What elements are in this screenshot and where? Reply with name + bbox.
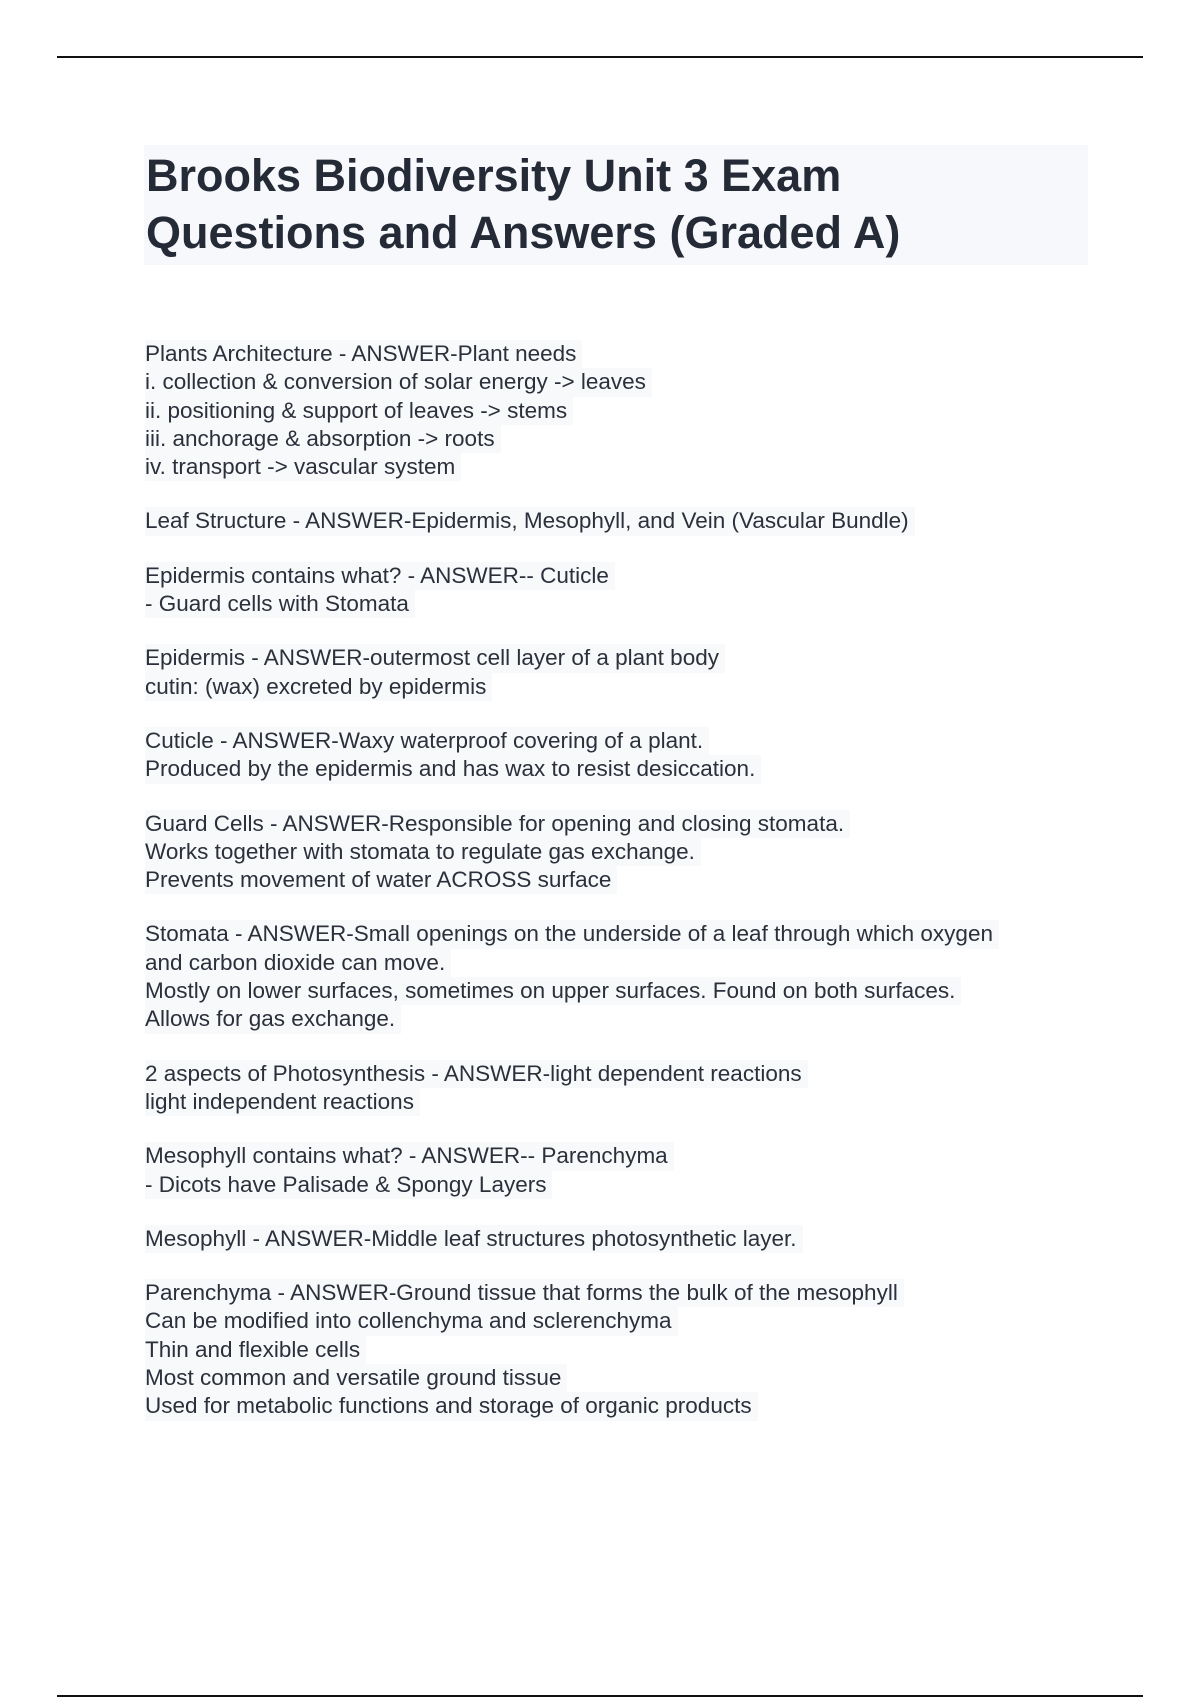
qa-entry-stomata: [145, 920, 1065, 1033]
qa-answer-line: and carbon dioxide can move.: [145, 949, 451, 977]
header-rule: [57, 56, 1143, 58]
qa-answer-line: Thin and flexible cells: [145, 1336, 366, 1364]
qa-entry-photosynthesis-aspects: [145, 1060, 1065, 1117]
qa-answer-line: Produced by the epidermis and has wax to resist desiccation.: [145, 755, 761, 783]
qa-question-line: Epidermis - ANSWER-outermost cell layer of a plant body: [145, 644, 725, 672]
qa-answer-line: light independent reactions: [145, 1088, 420, 1116]
qa-answer-line: Works together with stomata to regulate gas exchange.: [145, 838, 701, 866]
qa-answer-line: i. collection & conversion of solar energy -> leaves: [145, 368, 652, 396]
qa-answer-line: - Guard cells with Stomata: [145, 590, 415, 618]
qa-list: [145, 340, 1065, 1447]
qa-question-line: Mesophyll contains what? - ANSWER-- Parenchyma: [145, 1142, 674, 1170]
title-line-2: Questions and Answers (Graded A): [146, 207, 901, 258]
footer-rule: [57, 1695, 1143, 1697]
qa-answer-line: ii. positioning & support of leaves -> stems: [145, 397, 573, 425]
qa-answer-line: iii. anchorage & absorption -> roots: [145, 425, 501, 453]
qa-question-line: Parenchyma - ANSWER-Ground tissue that forms the bulk of the mesophyll: [145, 1279, 904, 1307]
qa-answer-line: Allows for gas exchange.: [145, 1005, 401, 1033]
qa-question-line: Mesophyll - ANSWER-Middle leaf structures photosynthetic layer.: [145, 1225, 803, 1253]
qa-answer-line: Prevents movement of water ACROSS surface: [145, 866, 617, 894]
qa-question-line: 2 aspects of Photosynthesis - ANSWER-light dependent reactions: [145, 1060, 808, 1088]
qa-entry-parenchyma: [145, 1279, 1065, 1420]
page-title: [144, 145, 1088, 265]
qa-question-line: Stomata - ANSWER-Small openings on the underside of a leaf through which oxygen: [145, 920, 999, 948]
qa-question-line: Guard Cells - ANSWER-Responsible for opening and closing stomata.: [145, 810, 850, 838]
qa-question-line: Epidermis contains what? - ANSWER-- Cuticle: [145, 562, 615, 590]
qa-entry-epidermis-contains: [145, 562, 1065, 619]
qa-entry-mesophyll: [145, 1225, 1065, 1253]
qa-answer-line: Mostly on lower surfaces, sometimes on upper surfaces. Found on both surfaces.: [145, 977, 961, 1005]
qa-entry-mesophyll-contains: [145, 1142, 1065, 1199]
qa-answer-line: iv. transport -> vascular system: [145, 453, 461, 481]
qa-entry-guard-cells: [145, 810, 1065, 895]
qa-question-line: Plants Architecture - ANSWER-Plant needs: [145, 340, 582, 368]
qa-entry-cuticle: [145, 727, 1065, 784]
qa-question-line: Leaf Structure - ANSWER-Epidermis, Mesophyll, and Vein (Vascular Bundle): [145, 507, 915, 535]
qa-answer-line: Can be modified into collenchyma and sclerenchyma: [145, 1307, 678, 1335]
qa-question-line: Cuticle - ANSWER-Waxy waterproof covering of a plant.: [145, 727, 709, 755]
qa-answer-line: cutin: (wax) excreted by epidermis: [145, 673, 492, 701]
qa-entry-epidermis: [145, 644, 1065, 701]
qa-entry-leaf-structure: [145, 507, 1065, 535]
qa-entry-plants-architecture: [145, 340, 1065, 481]
qa-answer-line: Used for metabolic functions and storage of organic products: [145, 1392, 758, 1420]
title-line-1: Brooks Biodiversity Unit 3 Exam: [146, 150, 842, 201]
qa-answer-line: - Dicots have Palisade & Spongy Layers: [145, 1171, 552, 1199]
qa-answer-line: Most common and versatile ground tissue: [145, 1364, 567, 1392]
